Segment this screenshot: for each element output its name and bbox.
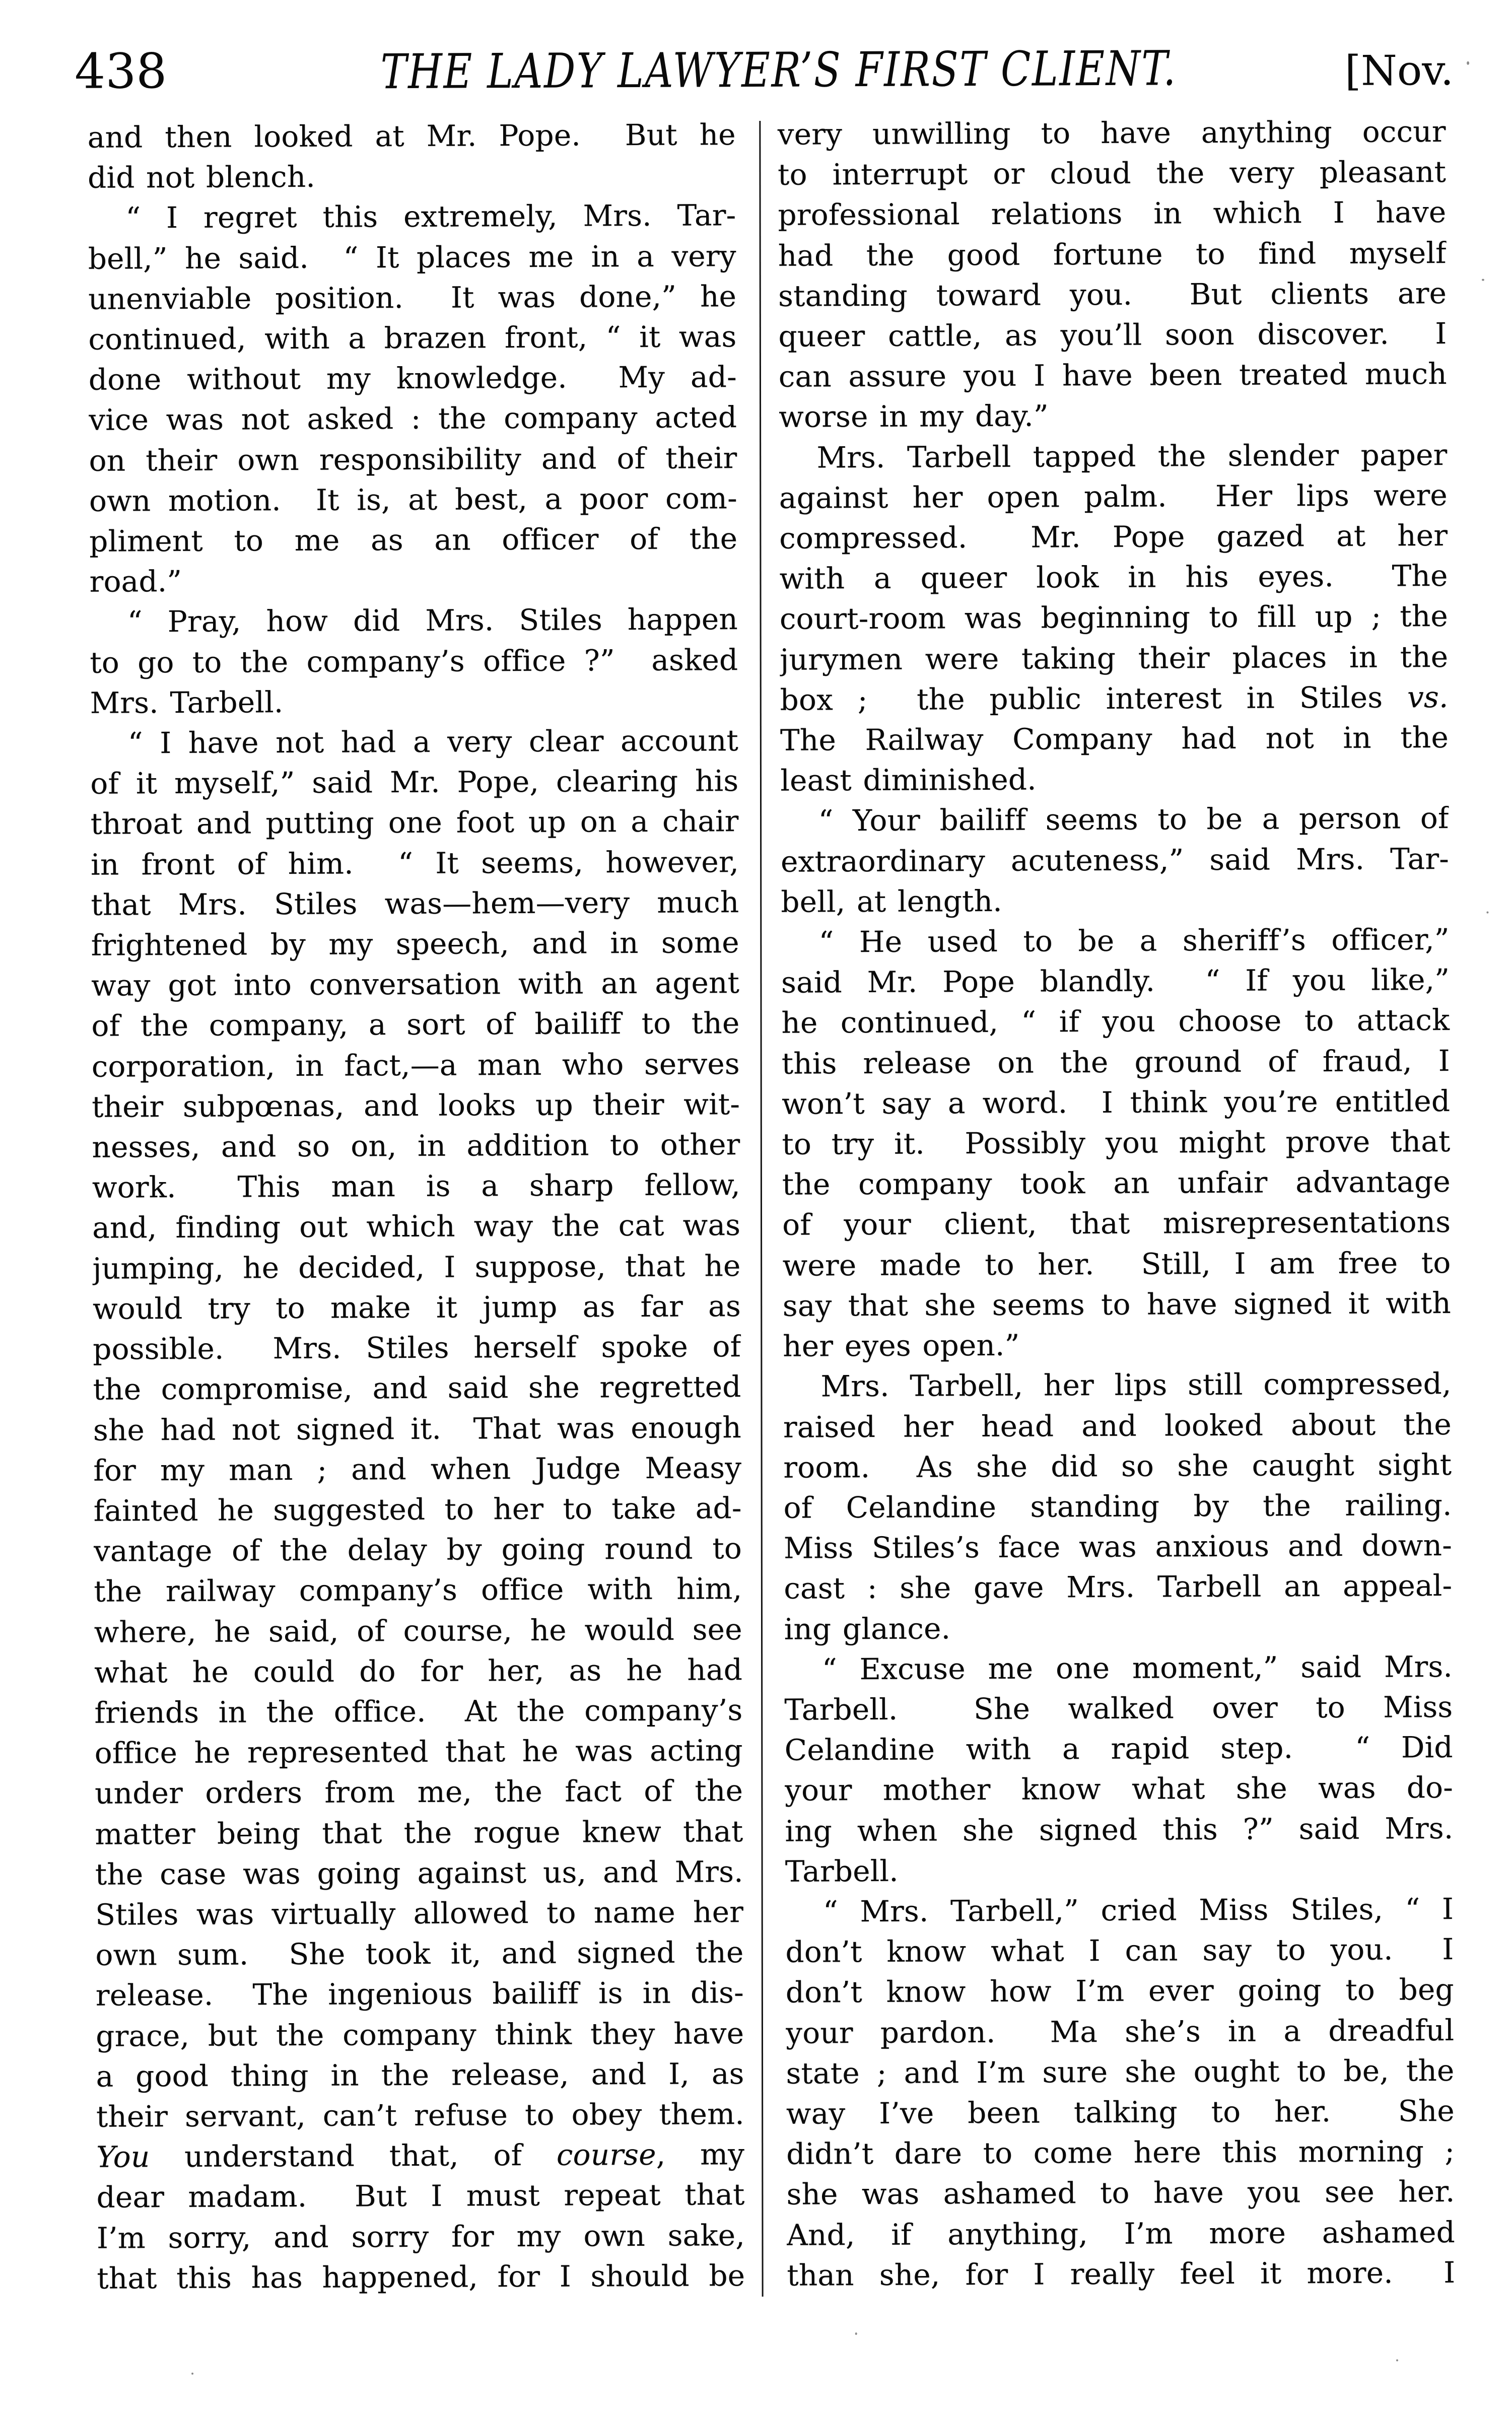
text-line bbox=[779, 435, 1447, 478]
text-segment: “ Mrs. Tarbell,” cried Miss Stiles, “ I bbox=[822, 1891, 1454, 1929]
text-segment: raised her head and looked about the bbox=[783, 1407, 1452, 1444]
text-segment: their subpœnas, and looks up their wit- bbox=[91, 1087, 740, 1124]
text-column-left bbox=[88, 114, 745, 2299]
text-line bbox=[779, 515, 1448, 559]
text-segment: “ Excuse me one moment,” said Mrs. bbox=[821, 1649, 1453, 1687]
text-line bbox=[782, 1121, 1450, 1164]
text-segment: of your client, that misrepresentations bbox=[782, 1205, 1451, 1242]
text-segment: court-room was beginning to fill up ; the bbox=[779, 599, 1449, 637]
column-divider-rule bbox=[759, 121, 763, 2297]
text-line bbox=[785, 1767, 1453, 1811]
text-line bbox=[96, 2053, 744, 2097]
text-line bbox=[96, 2174, 744, 2218]
scan-speck bbox=[855, 2332, 857, 2335]
text-segment: Mrs. Tarbell tapped the slender paper bbox=[816, 437, 1448, 475]
text-line bbox=[95, 1932, 743, 1975]
text-segment: a good thing in the release, and I, as bbox=[96, 2056, 744, 2094]
text-segment: state ; and I’m sure she ought to be, the bbox=[786, 2053, 1455, 2091]
text-segment: jumping, he decided, I suppose, that he bbox=[92, 1248, 741, 1286]
text-line bbox=[90, 801, 738, 845]
text-segment: understand that, of bbox=[150, 2137, 557, 2174]
text-line bbox=[94, 1690, 742, 1733]
text-line bbox=[90, 680, 738, 723]
text-line bbox=[95, 1730, 743, 1773]
text-line bbox=[779, 394, 1447, 437]
text-line bbox=[787, 2212, 1455, 2255]
text-line bbox=[89, 438, 737, 481]
running-title: THE LADY LAWYER’S FIRST CLIENT. bbox=[380, 41, 1177, 100]
text-line bbox=[91, 922, 739, 965]
text-segment: ing when she signed this ?” said Mrs. bbox=[785, 1811, 1454, 1848]
scan-speck bbox=[191, 2373, 193, 2375]
text-line bbox=[91, 962, 739, 1006]
text-line bbox=[785, 1889, 1454, 1932]
text-segment: box ; the public interest in Stiles bbox=[780, 680, 1408, 717]
text-segment: “ Pray, how did Mrs. Stiles happen bbox=[127, 602, 738, 639]
text-segment: of it myself,” said Mr. Pope, clearing his bbox=[90, 764, 739, 801]
text-segment: under orders from me, the fact of the bbox=[94, 1773, 743, 1811]
text-segment: of the company, a sort of bailiff to the bbox=[91, 1006, 740, 1044]
text-segment: and, finding out which way the cat was bbox=[92, 1208, 741, 1246]
text-line bbox=[785, 1929, 1454, 1972]
text-line bbox=[785, 1848, 1454, 1892]
text-line bbox=[780, 717, 1449, 761]
text-segment: say that she seems to have signed it with bbox=[782, 1285, 1451, 1323]
text-line bbox=[781, 839, 1449, 882]
text-segment: can assure you I have been treated much bbox=[778, 357, 1447, 394]
text-line bbox=[96, 1972, 744, 2016]
text-segment: the company took an unfair advantage bbox=[782, 1164, 1451, 1202]
text-line bbox=[93, 1286, 741, 1329]
text-line bbox=[783, 1485, 1452, 1528]
text-line bbox=[782, 1041, 1450, 1084]
text-segment: worse in my day.” bbox=[778, 398, 1049, 435]
text-segment: “ I regret this extremely, Mrs. Tar- bbox=[125, 198, 736, 235]
text-line bbox=[781, 959, 1450, 1003]
text-segment: of Celandine standing by the railing. bbox=[783, 1487, 1452, 1525]
italic-text: course bbox=[556, 2137, 656, 2172]
text-column-right bbox=[778, 111, 1456, 2296]
text-line bbox=[785, 1727, 1453, 1770]
text-segment: frightened by my speech, and in some bbox=[91, 925, 739, 962]
text-line bbox=[95, 1811, 743, 1854]
text-line bbox=[90, 720, 738, 764]
text-segment: won’t say a word. I think you’re entitled bbox=[781, 1083, 1451, 1121]
text-line bbox=[786, 2131, 1455, 2174]
text-line bbox=[92, 1246, 740, 1289]
text-segment: Tarbell. She walked over to Miss bbox=[784, 1689, 1453, 1727]
text-segment: room. As she did so she caught sight bbox=[783, 1447, 1452, 1485]
text-line bbox=[782, 1242, 1451, 1286]
text-segment: vantage of the delay by going round to bbox=[93, 1531, 742, 1568]
text-segment: for my man ; and when Judge Measy bbox=[93, 1450, 742, 1488]
text-line bbox=[784, 1687, 1453, 1730]
text-line bbox=[784, 1646, 1453, 1690]
text-line bbox=[92, 1124, 740, 1167]
text-line bbox=[91, 842, 739, 885]
text-line bbox=[786, 2091, 1455, 2134]
text-segment: professional relations in which I have bbox=[778, 195, 1447, 233]
text-line bbox=[93, 1488, 741, 1531]
text-line bbox=[780, 757, 1449, 801]
text-segment: don’t know what I can say to you. I bbox=[785, 1932, 1454, 1969]
text-line bbox=[93, 1407, 741, 1450]
text-segment: way I’ve been talking to her. She bbox=[786, 2093, 1455, 2131]
text-line bbox=[786, 1969, 1454, 2013]
text-line bbox=[92, 1205, 740, 1249]
text-line bbox=[783, 1404, 1452, 1447]
text-line bbox=[778, 233, 1447, 276]
text-segment: to go to the company’s office ?” asked bbox=[90, 642, 738, 680]
text-line bbox=[783, 1444, 1452, 1488]
text-line bbox=[90, 640, 738, 683]
text-line bbox=[94, 1649, 742, 1693]
text-segment: “ He used to be a sheriff’s officer,” bbox=[818, 922, 1450, 959]
text-line bbox=[781, 879, 1449, 922]
text-segment: against her open palm. Her lips were bbox=[779, 477, 1448, 515]
scan-speck bbox=[1486, 912, 1488, 914]
text-segment: compressed. Mr. Pope gazed at her bbox=[779, 518, 1448, 556]
text-segment: queer cattle, as you’ll soon discover. I bbox=[778, 316, 1447, 354]
text-segment: bell, at length. bbox=[781, 883, 1002, 919]
text-line bbox=[778, 192, 1446, 235]
text-segment: her eyes open.” bbox=[783, 1328, 1020, 1363]
text-line bbox=[778, 273, 1447, 316]
text-line bbox=[88, 195, 736, 239]
text-line bbox=[782, 1202, 1451, 1245]
text-line bbox=[783, 1363, 1451, 1407]
scan-speck bbox=[1396, 2359, 1398, 2361]
text-line bbox=[88, 316, 736, 360]
italic-text: You bbox=[96, 2139, 150, 2174]
text-segment: way got into conversation with an agent bbox=[91, 965, 740, 1003]
text-line bbox=[779, 354, 1447, 397]
text-segment: own motion. It is, at best, a poor com- bbox=[89, 480, 737, 518]
italic-text: vs. bbox=[1407, 679, 1449, 715]
text-segment: continued, with a brazen front, “ it was bbox=[88, 319, 737, 357]
text-segment: don’t know how I’m ever going to beg bbox=[785, 1972, 1454, 2010]
text-line bbox=[784, 1606, 1452, 1649]
text-line bbox=[92, 1164, 740, 1208]
text-segment: the case was going against us, and Mrs. bbox=[95, 1854, 743, 1892]
text-line bbox=[90, 599, 738, 643]
text-line bbox=[778, 313, 1447, 357]
issue-month: [Nov. bbox=[1344, 46, 1454, 95]
text-line bbox=[778, 111, 1446, 155]
text-line bbox=[779, 475, 1448, 518]
text-line bbox=[89, 357, 737, 400]
text-line bbox=[94, 1528, 742, 1571]
text-line bbox=[93, 1326, 741, 1369]
text-segment: she had not signed it. That was enough bbox=[93, 1410, 742, 1447]
text-segment: your pardon. Ma she’s in a dreadful bbox=[785, 2013, 1455, 2050]
text-segment: “ Your bailiff seems to be a person of bbox=[818, 801, 1449, 838]
text-segment: Miss Stiles’s face was anxious and down- bbox=[783, 1528, 1453, 1565]
text-segment: Stiles was virtually allowed to name her bbox=[95, 1895, 744, 1932]
text-line bbox=[94, 1568, 742, 1612]
text-segment: she was ashamed to have you see her. bbox=[786, 2174, 1455, 2212]
text-segment: done without my knowledge. My ad- bbox=[88, 360, 737, 397]
text-line bbox=[88, 114, 736, 158]
text-line bbox=[89, 478, 737, 521]
text-segment: I’m sorry, and sorry for my own sake, bbox=[96, 2218, 745, 2255]
text-segment: fainted he suggested to her to take ad- bbox=[93, 1491, 742, 1528]
text-segment: with a queer look in his eyes. The bbox=[779, 559, 1448, 596]
text-segment: would try to make it jump as far as bbox=[92, 1289, 741, 1326]
text-segment: that Mrs. Stiles was—hem—very much bbox=[91, 884, 739, 922]
text-line bbox=[786, 2171, 1455, 2215]
text-segment: pliment to me as an officer of the bbox=[89, 521, 738, 559]
text-line bbox=[780, 637, 1448, 680]
text-line bbox=[92, 1084, 740, 1127]
text-segment: extraordinary acuteness,” said Mrs. Tar- bbox=[780, 841, 1450, 879]
text-segment: this release on the ground of fraud, I bbox=[781, 1043, 1450, 1081]
text-line bbox=[92, 1044, 740, 1087]
text-segment: on their own responsibility and of their bbox=[89, 440, 737, 478]
text-segment: friends in the office. At the company’s bbox=[94, 1693, 743, 1730]
scan-speck bbox=[1482, 279, 1484, 281]
text-line bbox=[90, 761, 738, 804]
text-line bbox=[95, 1770, 743, 1814]
text-segment: possible. Mrs. Stiles herself spoke of bbox=[93, 1329, 741, 1366]
text-segment: nesses, and so on, in addition to other bbox=[92, 1127, 740, 1164]
text-segment: he continued, “ if you choose to attack bbox=[781, 1003, 1450, 1041]
text-line bbox=[89, 397, 737, 441]
text-line bbox=[97, 2215, 745, 2258]
text-line bbox=[88, 276, 736, 319]
text-segment: And, if anything, I’m more ashamed bbox=[786, 2215, 1456, 2252]
text-segment: road.” bbox=[89, 564, 182, 599]
text-segment: the railway company’s office with him, bbox=[94, 1571, 742, 1609]
text-line bbox=[783, 1283, 1451, 1326]
text-segment: Tarbell. bbox=[785, 1853, 899, 1889]
text-segment: office he represented that he was acting bbox=[94, 1733, 743, 1770]
text-segment: Mrs. Tarbell. bbox=[90, 684, 284, 720]
text-segment: your mother know what she was do- bbox=[784, 1770, 1454, 1808]
text-line bbox=[88, 236, 736, 279]
text-segment: and then looked at Mr. Pope. But he bbox=[87, 117, 736, 155]
text-line bbox=[784, 1565, 1452, 1609]
text-segment: vice was not asked : the company acted bbox=[89, 400, 737, 438]
text-line bbox=[91, 1003, 739, 1047]
text-line bbox=[780, 798, 1449, 841]
text-segment: the compromise, and said she regretted bbox=[93, 1369, 741, 1407]
text-line bbox=[96, 2134, 744, 2177]
text-segment: The Railway Company had not in the bbox=[780, 720, 1449, 757]
text-segment: own sum. She took it, and signed the bbox=[95, 1935, 744, 1972]
text-segment: to try it. Possibly you might prove that bbox=[782, 1124, 1451, 1161]
text-segment: throat and putting one foot up on a chair bbox=[90, 804, 739, 842]
text-segment: unenviable position. It was done,” he bbox=[88, 279, 737, 316]
text-segment: to interrupt or cloud the very pleasant bbox=[777, 155, 1447, 192]
text-segment: Mrs. Tarbell, her lips still compressed, bbox=[820, 1366, 1452, 1404]
text-line bbox=[94, 1609, 742, 1652]
text-line bbox=[779, 556, 1448, 599]
text-line bbox=[95, 1851, 743, 1895]
scan-speck bbox=[1467, 61, 1469, 65]
text-line bbox=[93, 1366, 741, 1410]
text-segment: where, he said, of course, he would see bbox=[94, 1612, 742, 1649]
text-line bbox=[88, 155, 736, 198]
text-segment: did not blench. bbox=[87, 159, 316, 195]
text-segment: , my bbox=[656, 2137, 745, 2172]
text-segment: matter being that the rogue knew that bbox=[95, 1814, 743, 1851]
text-line bbox=[97, 2255, 745, 2299]
text-segment: “ I have not had a very clear account bbox=[127, 723, 739, 761]
text-segment: very unwilling to have anything occur bbox=[777, 114, 1446, 152]
text-segment: least diminished. bbox=[780, 762, 1037, 798]
text-line bbox=[783, 1323, 1451, 1366]
text-line bbox=[786, 2050, 1454, 2094]
text-segment: dear madam. But I must repeat that bbox=[96, 2177, 745, 2215]
text-segment: said Mr. Pope blandly. “ If you like,” bbox=[781, 962, 1450, 1000]
text-line bbox=[96, 2013, 744, 2056]
text-line bbox=[96, 2094, 744, 2137]
page-number: 438 bbox=[74, 43, 167, 100]
text-line bbox=[784, 1525, 1452, 1568]
text-segment: standing toward you. But clients are bbox=[778, 275, 1447, 313]
text-segment: ing glance. bbox=[784, 1611, 951, 1646]
text-line bbox=[89, 518, 737, 562]
text-line bbox=[95, 1892, 743, 1935]
text-segment: what he could do for her, as he had bbox=[94, 1652, 743, 1690]
text-line bbox=[781, 919, 1450, 962]
text-line bbox=[780, 677, 1448, 720]
text-segment: had the good fortune to find myself bbox=[778, 235, 1447, 273]
text-segment: work. This man is a sharp fellow, bbox=[92, 1167, 740, 1205]
text-segment: corporation, in fact,—a man who serves bbox=[91, 1046, 740, 1084]
text-line bbox=[787, 2252, 1455, 2296]
text-segment: didn’t dare to come here this morning ; bbox=[786, 2134, 1455, 2171]
text-line bbox=[778, 152, 1446, 195]
text-line bbox=[93, 1447, 741, 1491]
text-line bbox=[785, 1808, 1453, 1851]
text-segment: were made to her. Still, I am free to bbox=[782, 1245, 1451, 1283]
text-segment: cast : she gave Mrs. Tarbell an appeal- bbox=[784, 1568, 1453, 1606]
text-line bbox=[781, 1000, 1450, 1043]
text-segment: in front of him. “ It seems, however, bbox=[90, 844, 739, 882]
text-segment: that this has happened, for I should be bbox=[97, 2258, 745, 2296]
text-line bbox=[786, 2010, 1454, 2053]
text-segment: bell,” he said. “ It places me in a very bbox=[88, 238, 736, 276]
text-line bbox=[782, 1161, 1451, 1205]
text-segment: grace, but the company think they have bbox=[96, 2016, 744, 2053]
text-segment: their servant, can’t refuse to obey them. bbox=[96, 2097, 744, 2134]
text-segment: than she, for I really feel it more. I bbox=[787, 2255, 1456, 2293]
text-line bbox=[780, 596, 1448, 639]
text-segment: release. The ingenious bailiff is in dis- bbox=[95, 1975, 744, 2013]
text-line bbox=[782, 1081, 1450, 1124]
text-line bbox=[89, 559, 737, 602]
text-segment: Celandine with a rapid step. “ Did bbox=[784, 1730, 1453, 1767]
text-segment: jurymen were taking their places in the bbox=[780, 639, 1449, 677]
text-line bbox=[91, 882, 739, 925]
